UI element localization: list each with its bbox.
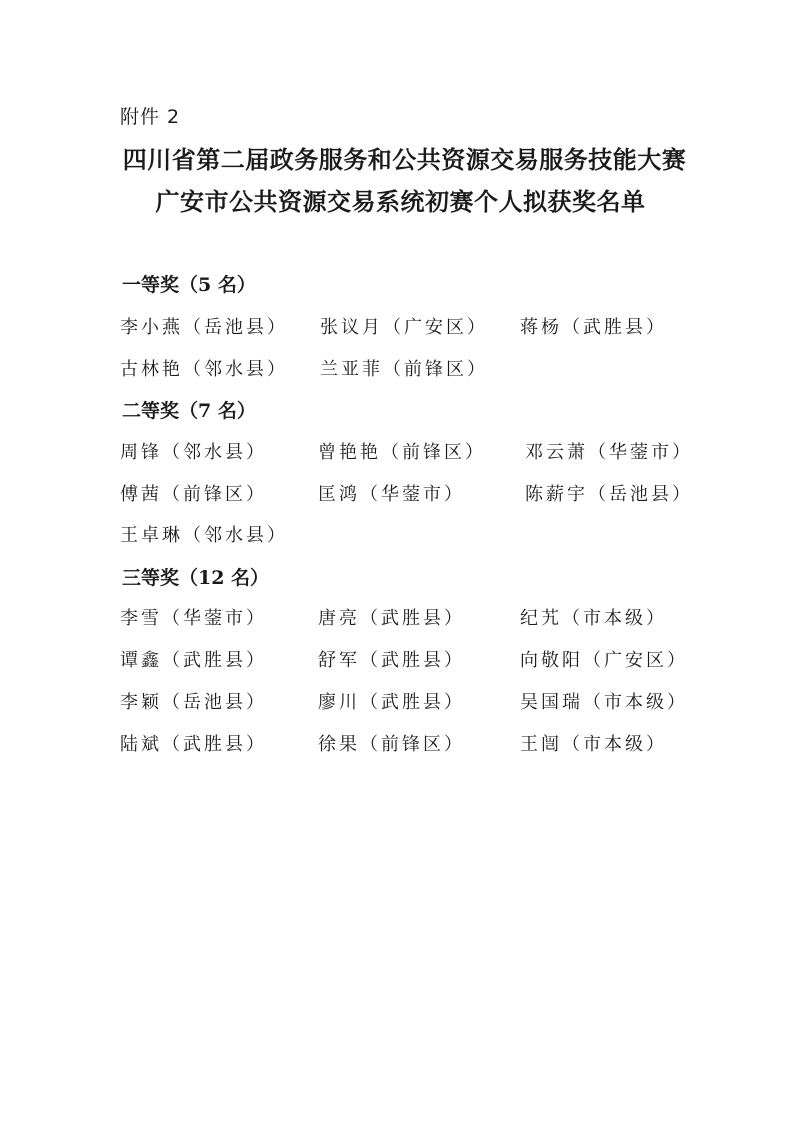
awardee-entry: 陆斌（武胜县）: [120, 734, 267, 755]
award-row: [0, 604, 793, 632]
awardee-entry: 纪艽（市本级）: [520, 608, 667, 629]
awardee-entry: 王闿（市本级）: [520, 734, 667, 755]
awardee-entry: 曾艳艳（前锋区）: [318, 442, 486, 463]
award-row: [0, 688, 793, 716]
awardee-entry: 唐亮（武胜县）: [318, 608, 465, 629]
awardee-entry: 匡鸿（华蓥市）: [318, 484, 465, 505]
document-title-line-2: 广安市公共资源交易系统初赛个人拟获奖名单: [155, 187, 646, 216]
awardee-entry: 古林艳（邻水县）: [120, 359, 288, 380]
awardee-entry: 吴国瑞（市本级）: [520, 692, 688, 713]
awardee-entry: 兰亚菲（前锋区）: [320, 359, 488, 380]
award-row: [0, 646, 793, 674]
awardee-entry: 周锋（邻水县）: [120, 442, 267, 463]
awardee-entry: 廖川（武胜县）: [318, 692, 465, 713]
award-row: [0, 313, 793, 341]
awardee-entry: 蒋杨（武胜县）: [520, 317, 667, 338]
awardee-entry: 张议月（广安区）: [320, 317, 488, 338]
awardee-entry: 王卓琳（邻水县）: [120, 525, 288, 546]
award-row: [0, 355, 793, 383]
award-row: [0, 521, 793, 549]
awardee-entry: 李小燕（岳池县）: [120, 317, 288, 338]
awardee-entry: 徐果（前锋区）: [318, 734, 465, 755]
attachment-label: 附件 2: [120, 106, 181, 128]
awardee-entry: 李颖（岳池县）: [120, 692, 267, 713]
awardee-entry: 谭鑫（武胜县）: [120, 650, 267, 671]
section-heading-first-prize: 一等奖（5 名）: [122, 274, 256, 296]
section-heading-second-prize: 二等奖（7 名）: [122, 400, 256, 422]
award-row: [0, 730, 793, 758]
awardee-entry: 向敬阳（广安区）: [520, 650, 688, 671]
awardee-entry: 陈薪宇（岳池县）: [525, 484, 693, 505]
awardee-entry: 邓云萧（华蓥市）: [525, 442, 693, 463]
section-heading-third-prize: 三等奖（12 名）: [122, 567, 270, 589]
document-title-line-1: 四川省第二届政务服务和公共资源交易服务技能大赛: [122, 145, 687, 174]
award-row: [0, 480, 793, 508]
awardee-entry: 舒军（武胜县）: [318, 650, 465, 671]
awardee-entry: 李雪（华蓥市）: [120, 608, 267, 629]
award-row: [0, 438, 793, 466]
awardee-entry: 傅茜（前锋区）: [120, 484, 267, 505]
